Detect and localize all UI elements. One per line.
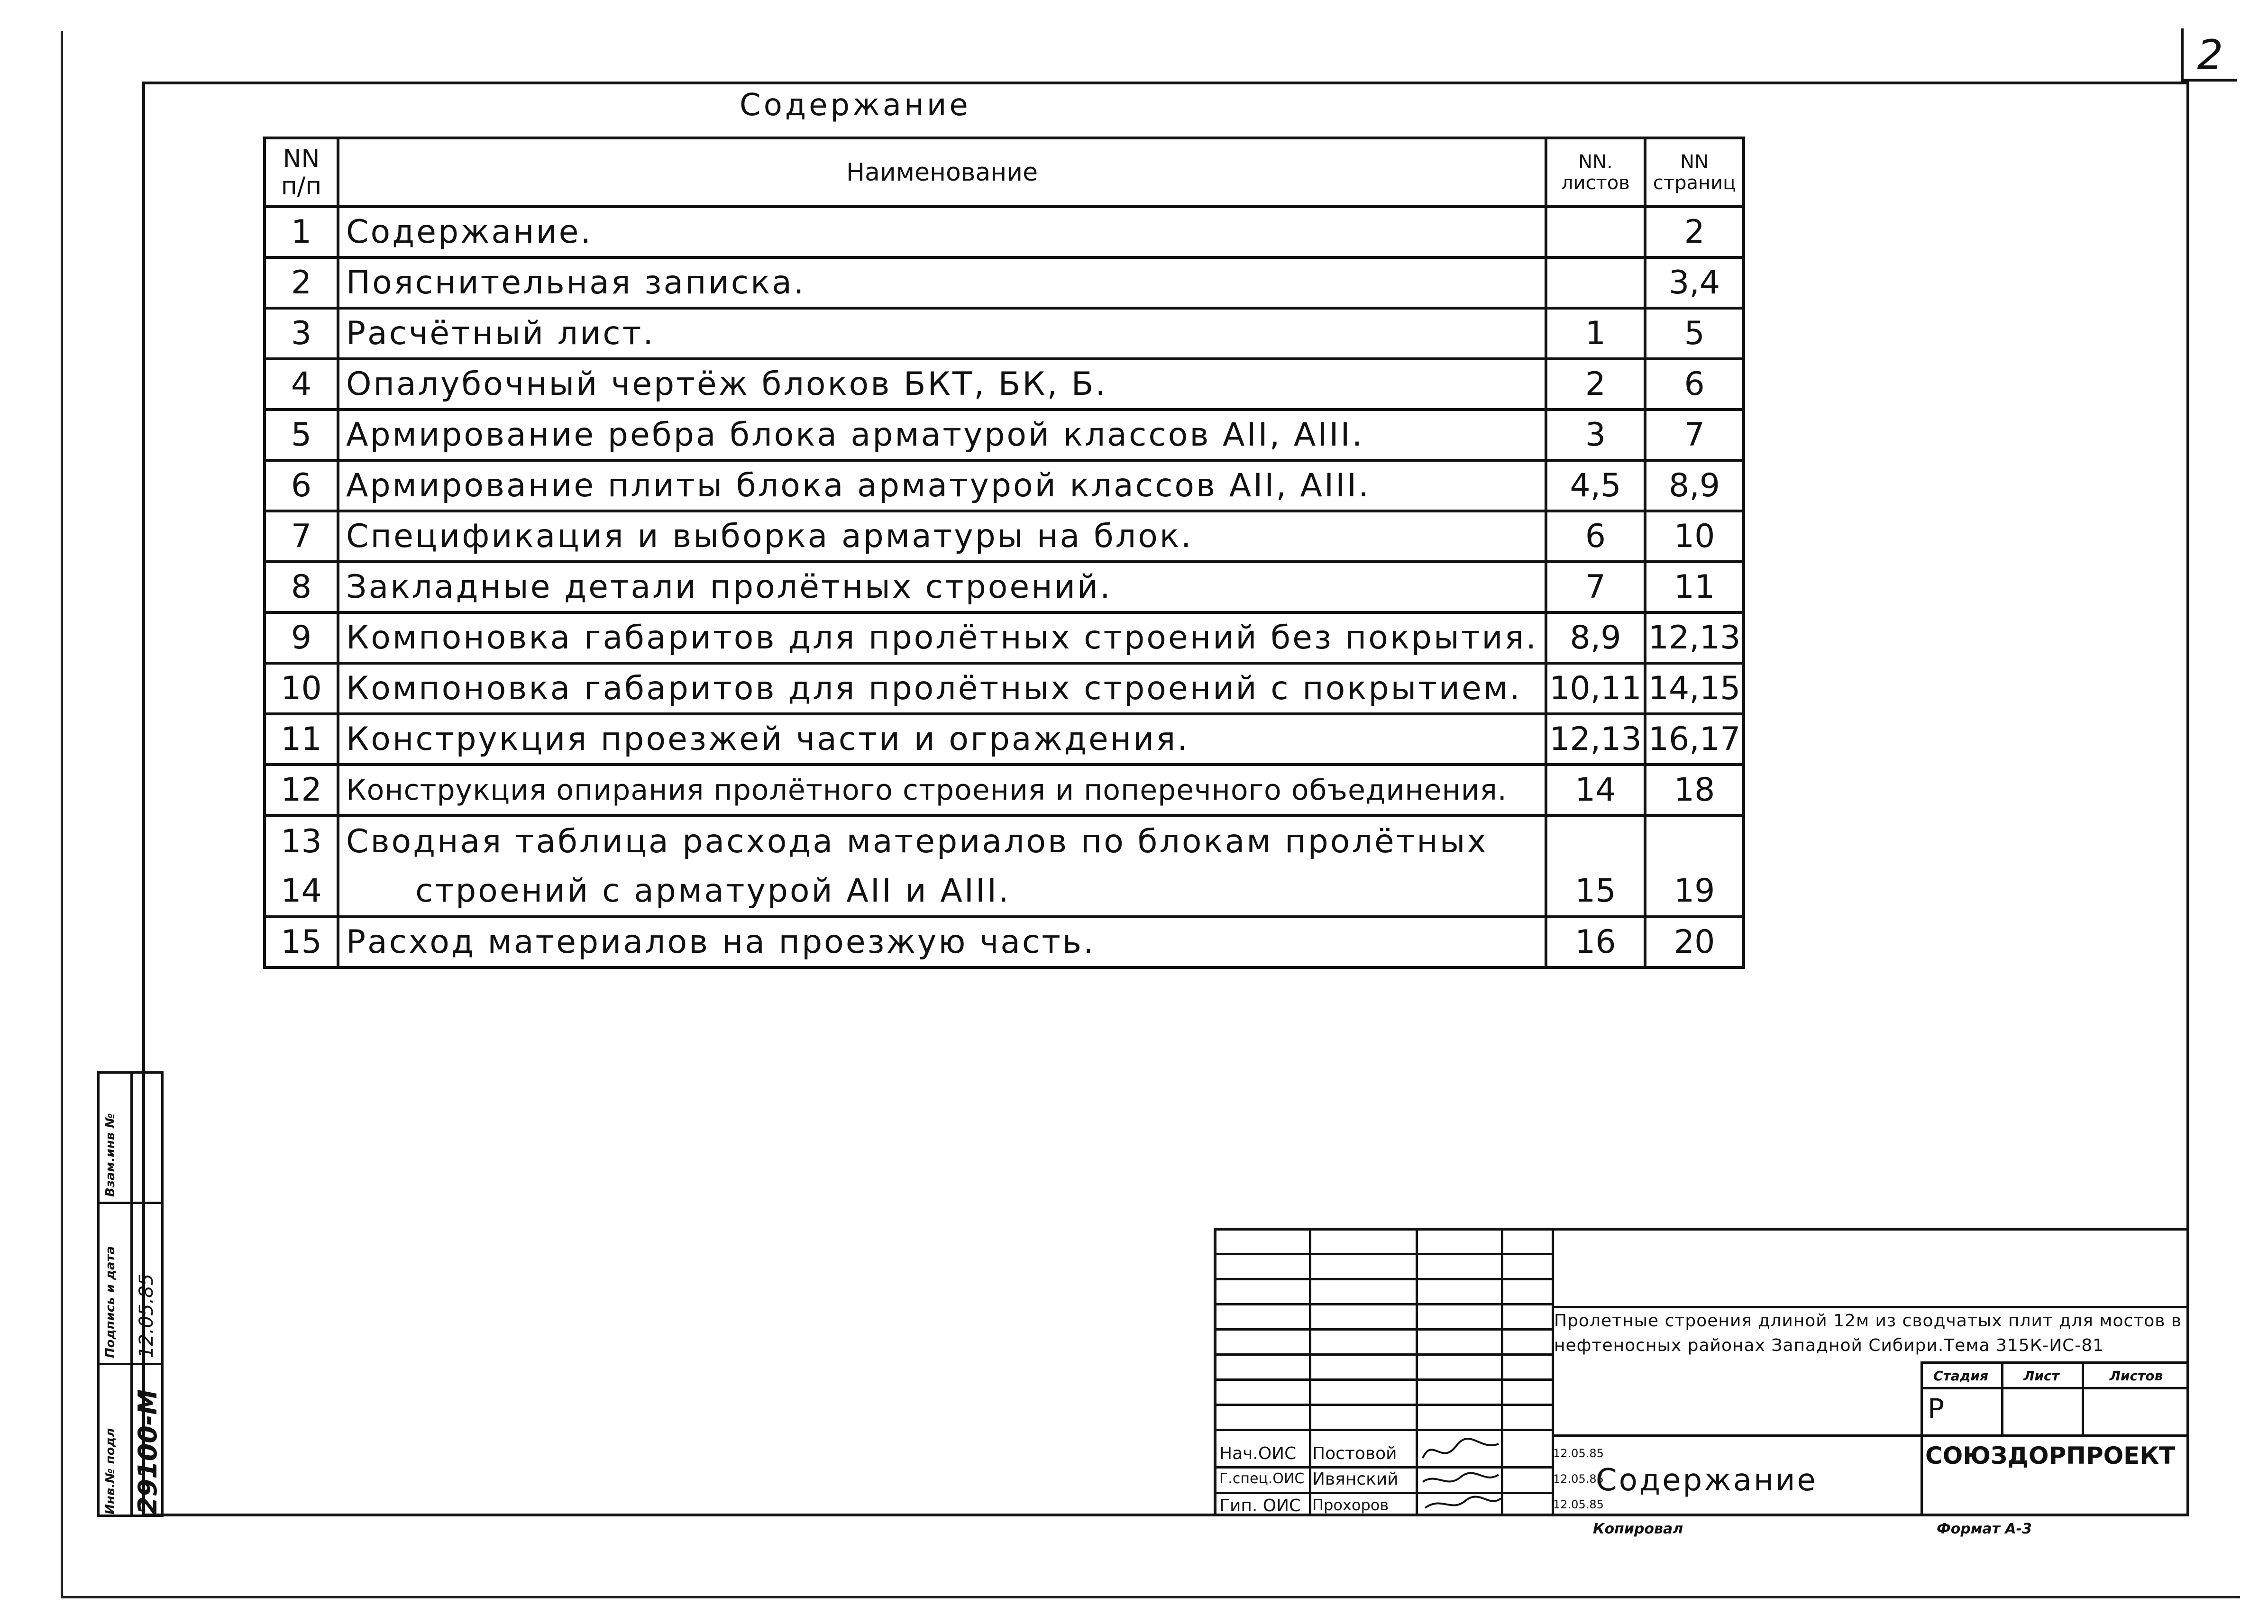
row-number: 8 [265,562,338,612]
table-row [265,257,1744,308]
replace-label: Взам.инв № [103,1113,118,1197]
row-page: 5 [1645,308,1744,359]
stamp-divider [1216,1429,1552,1431]
row-name: Армирование ребра блока арматурой классов АII, АIII. [338,410,1546,460]
signature-date: 12.05.85 [1553,1498,1604,1511]
stamp-divider [1216,1353,1552,1356]
row-page: 20 [1645,917,1744,967]
row-sheet: 2 [1546,359,1645,410]
row-page: 10 [1645,511,1744,562]
signature-date: 12.05.85 [1553,1447,1604,1460]
row-name: Закладные детали пролётных строений. [338,562,1546,612]
row-page: 6 [1645,359,1744,410]
table-row [265,410,1744,460]
table-row [265,308,1744,359]
row-sheet: 14 [1546,765,1645,815]
row-name: Расчётный лист. [338,308,1546,359]
table-row [265,562,1744,612]
stamp-divider [1920,1387,2189,1389]
stamp-divider [1216,1303,1552,1305]
stamp-divider [1216,1328,1552,1331]
row-page: 7 [1645,410,1744,460]
signature-role: Г.спец.ОИС [1219,1470,1305,1487]
stamp-divider [1216,1253,1552,1255]
table-row [265,207,1744,257]
row-number: 1 [265,207,338,257]
row-page: 16,17 [1645,714,1744,765]
row-number: 13 [265,815,338,866]
header-name: Наименование [338,138,1546,207]
row-sheet: 10,11 [1546,663,1645,714]
stamp-divider [1920,1361,2189,1364]
signature-role: Нач.ОИС [1219,1444,1297,1463]
stamp-divider [1552,1306,2189,1308]
sheet-number: 2 [2181,28,2237,82]
row-name: Конструкция проезжей части и ограждения. [338,714,1546,765]
row-number: 5 [265,410,338,460]
row-name: Пояснительная записка. [338,257,1546,308]
row-name: Спецификация и выборка арматуры на блок. [338,511,1546,562]
row-name: Компоновка габаритов для пролётных строений с покрытием. [338,663,1546,714]
document-title: Содержание [740,88,971,123]
side-stamp [97,1071,164,1517]
sign-label: Подпись и дата [103,1246,118,1358]
row-sheet [1546,257,1645,308]
row-sheet [1546,207,1645,257]
row-page [1645,815,1744,866]
row-name: Сводная таблица расхода материалов по блокам пролётных [338,815,1546,866]
table-row [265,714,1744,765]
row-sheet: 6 [1546,511,1645,562]
row-number: 9 [265,612,338,663]
sign-value: 12.05.85 [136,1273,157,1358]
row-sheet: 16 [1546,917,1645,967]
row-page: 12,13 [1645,612,1744,663]
signature-role: Гип. ОИС [1219,1496,1301,1515]
row-name: Опалубочный чертёж блоков БКТ, БК, Б. [338,359,1546,410]
row-name: Расход материалов на проезжую часть. [338,917,1546,967]
signature-date: 12.05.85 [1553,1472,1604,1486]
signature-name: Ивянский [1312,1469,1399,1489]
table-row [265,765,1744,815]
title-block [1214,1228,2189,1516]
row-sheet: 4,5 [1546,460,1645,511]
handwritten-signatures [1418,1432,1503,1519]
sheets-label: Листов [2109,1368,2163,1384]
table-row [265,460,1744,511]
row-sheet: 3 [1546,410,1645,460]
copied-label: Копировал [1593,1521,1683,1537]
header-sheets: NN. листов [1546,138,1645,207]
row-number: 2 [265,257,338,308]
row-page: 14,15 [1645,663,1744,714]
stamp-divider [1216,1278,1552,1280]
table-row [265,612,1744,663]
row-number: 7 [265,511,338,562]
row-page: 11 [1645,562,1744,612]
project-title-line1: Пролетные строения длиной 12м из сводчатых плит для мостов в [1554,1311,2182,1331]
inv-value: 29100-М [133,1389,163,1515]
header-pages: NN страниц [1645,138,1744,207]
sheet-label: Лист [2023,1368,2059,1384]
row-page: 19 [1645,866,1744,917]
signature-name: Прохоров [1312,1496,1389,1514]
row-sheet: 15 [1546,866,1645,917]
row-name: Конструкция опирания пролётного строения и поперечного объединения. [338,765,1546,815]
row-sheet [1546,815,1645,866]
table-row [265,815,1744,866]
project-title-line2: нефтеносных районах Западной Сибири.Тема 315К-ИС-81 [1554,1336,2104,1355]
table-row [265,359,1744,410]
row-sheet: 1 [1546,308,1645,359]
row-name: Содержание. [338,207,1546,257]
sheet-name: Содержание [1596,1463,1818,1498]
stage-label: Стадия [1933,1368,1988,1384]
row-page: 8,9 [1645,460,1744,511]
row-number: 15 [265,917,338,967]
table-row [265,663,1744,714]
stamp-divider [1216,1378,1552,1381]
row-page: 18 [1645,765,1744,815]
table-header-row [265,138,1744,207]
row-sheet: 8,9 [1546,612,1645,663]
row-number: 11 [265,714,338,765]
row-number: 10 [265,663,338,714]
table-row [265,511,1744,562]
row-page: 2 [1645,207,1744,257]
row-number: 4 [265,359,338,410]
contents-table [263,137,1745,969]
row-number: 12 [265,765,338,815]
stamp-divider [1309,1231,1311,1516]
row-name: Армирование плиты блока арматурой классов АII, АIII. [338,460,1546,511]
table-row [265,917,1744,967]
stamp-divider [1216,1404,1552,1406]
format-label: Формат А-3 [1937,1521,2032,1537]
inv-label: Инв.№ подл [103,1428,118,1515]
organization: СОЮЗДОРПРОЕКТ [1925,1442,2176,1469]
table-row [265,866,1744,917]
stage-value: Р [1928,1393,1944,1425]
header-num: NN п/п [265,138,338,207]
row-sheet: 12,13 [1546,714,1645,765]
row-number: 6 [265,460,338,511]
row-name: строений с арматурой АII и АIII. [338,866,1546,917]
signature-name: Постовой [1312,1444,1397,1463]
row-name: Компоновка габаритов для пролётных строений без покрытия. [338,612,1546,663]
row-sheet: 7 [1546,562,1645,612]
stamp-divider [1920,1361,1923,1516]
row-page: 3,4 [1645,257,1744,308]
row-number: 3 [265,308,338,359]
row-number: 14 [265,866,338,917]
stamp-divider [1552,1434,2189,1437]
